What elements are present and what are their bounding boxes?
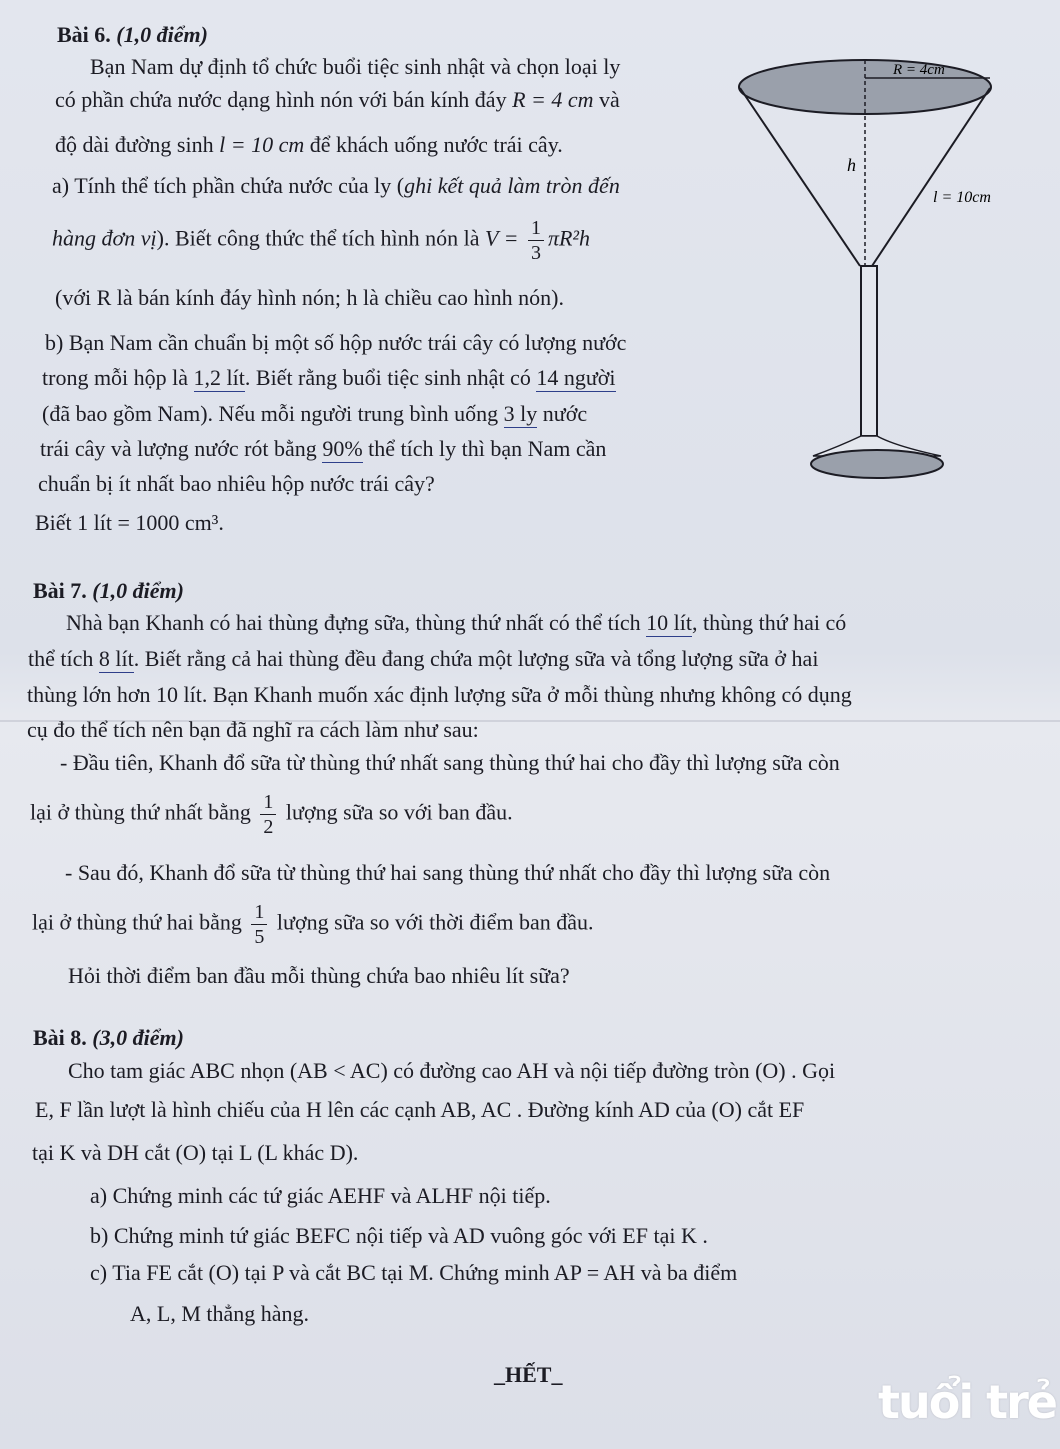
bai8-p3: tại K và DH cắt (O) tại L (L khác D). bbox=[32, 1140, 359, 1165]
fraction-one-half: $\frac{1}{2}$ bbox=[260, 792, 276, 837]
bai6-b4: trái cây và lượng nước rót bằng 90% thể tích ly thì bạn Nam cần bbox=[40, 436, 607, 461]
bai6-b3: (đã bao gồm Nam). Nếu mỗi người trung bình uống 3 ly nước bbox=[42, 401, 588, 426]
bai8-heading: Bài 8. (3,0 điểm) bbox=[33, 1025, 184, 1050]
glass-stem bbox=[861, 266, 877, 436]
cone-left-side bbox=[740, 88, 860, 266]
bai6-b1: b) Bạn Nam cần chuẩn bị một số hộp nước trái cây có lượng nước bbox=[45, 330, 627, 355]
bai7-step2-cont: lại ở thùng thứ hai bằng $\frac{1}{5}$ lượng sữa so với thời điểm ban đầu. bbox=[32, 901, 594, 948]
bai8-p2: E, F lần lượt là hình chiếu của H lên các cạnh AB, AC . Đường kính AD của (O) cắt EF bbox=[35, 1097, 805, 1122]
bai8-part-c1: c) Tia FE cắt (O) tại P và cắt BC tại M. Chứng minh AP = AH và ba điểm bbox=[90, 1260, 738, 1285]
height-label: h bbox=[847, 155, 856, 175]
cone-glass-diagram bbox=[735, 48, 1035, 488]
bai6-p1: Bạn Nam dự định tổ chức buổi tiệc sinh nhật và chọn loại ly bbox=[90, 54, 621, 79]
bai7-p4: cụ đo thể tích nên bạn đã nghĩ ra cách làm như sau: bbox=[27, 717, 479, 742]
bai7-step1-cont: lại ở thùng thứ nhất bằng $\frac{1}{2}$ lượng sữa so với ban đầu. bbox=[30, 791, 513, 838]
bai6-a1: a) Tính thể tích phần chứa nước của ly (ghi kết quả làm tròn đến bbox=[52, 173, 620, 198]
bai8-p1: Cho tam giác ABC nhọn (AB < AC) có đường cao AH và nội tiếp đường tròn (O) . Gọi bbox=[68, 1058, 836, 1083]
bai7-question: Hỏi thời điểm ban đầu mỗi thùng chứa bao nhiêu lít sữa? bbox=[68, 963, 570, 988]
bai7-p1: Nhà bạn Khanh có hai thùng đựng sữa, thùng thứ nhất có thể tích 10 lít, thùng thứ hai có bbox=[66, 610, 847, 635]
fraction-one-fifth: $\frac{1}{5}$ bbox=[251, 902, 267, 947]
bai6-a3: (với R là bán kính đáy hình nón; h là chiều cao hình nón). bbox=[55, 285, 564, 310]
bai6-b2: trong mỗi hộp là 1,2 lít. Biết rằng buổi tiệc sinh nhật có 14 người bbox=[42, 365, 616, 390]
tuoitre-logo: tuổi trẻ bbox=[878, 1375, 1056, 1429]
glass-base-ellipse bbox=[811, 450, 943, 478]
bai6-b5: chuẩn bị ít nhất bao nhiêu hộp nước trái cây? bbox=[38, 471, 435, 496]
bai8-part-c2: A, L, M thẳng hàng. bbox=[130, 1301, 310, 1326]
bai6-b6: Biết 1 lít = 1000 cm³. bbox=[35, 510, 224, 535]
bai8-part-b: b) Chứng minh tứ giác BEFC nội tiếp và AD vuông góc với EF tại K . bbox=[90, 1223, 708, 1248]
bai6-p2: có phần chứa nước dạng hình nón với bán kính đáy R = 4 cm và bbox=[55, 87, 620, 112]
bai7-p2: thể tích 8 lít. Biết rằng cả hai thùng đều đang chứa một lượng sữa và tổng lượng sữa ở hai bbox=[28, 646, 819, 671]
slant-label: l = 10cm bbox=[933, 189, 991, 206]
radius-label: R = 4cm bbox=[893, 62, 945, 78]
bai6-heading: Bài 6. (1,0 điểm) bbox=[57, 22, 208, 47]
bai7-step2: - Sau đó, Khanh đổ sữa từ thùng thứ hai sang thùng thứ nhất cho đầy thì lượng sữa còn bbox=[65, 860, 831, 885]
end-marker: _HẾT_ bbox=[494, 1362, 563, 1387]
volume-formula-fraction: $\frac{1}{3}$ bbox=[528, 218, 544, 263]
bai7-p3: thùng lớn hơn 10 lít. Bạn Khanh muốn xác định lượng sữa ở mỗi thùng nhưng không có dụng bbox=[27, 682, 852, 707]
bai6-a2: hàng đơn vị). Biết công thức thể tích hình nón là V = $\frac{1}{3}$ πR²h bbox=[52, 217, 590, 264]
cone-right-side bbox=[872, 88, 990, 266]
bai7-step1: - Đầu tiên, Khanh đổ sữa từ thùng thứ nhất sang thùng thứ hai cho đầy thì lượng sữa còn bbox=[60, 750, 840, 775]
bai7-heading: Bài 7. (1,0 điểm) bbox=[33, 578, 184, 603]
bai8-part-a: a) Chứng minh các tứ giác AEHF và ALHF nội tiếp. bbox=[90, 1183, 551, 1208]
bai6-p3: độ dài đường sinh l = 10 cm để khách uống nước trái cây. bbox=[55, 132, 563, 157]
